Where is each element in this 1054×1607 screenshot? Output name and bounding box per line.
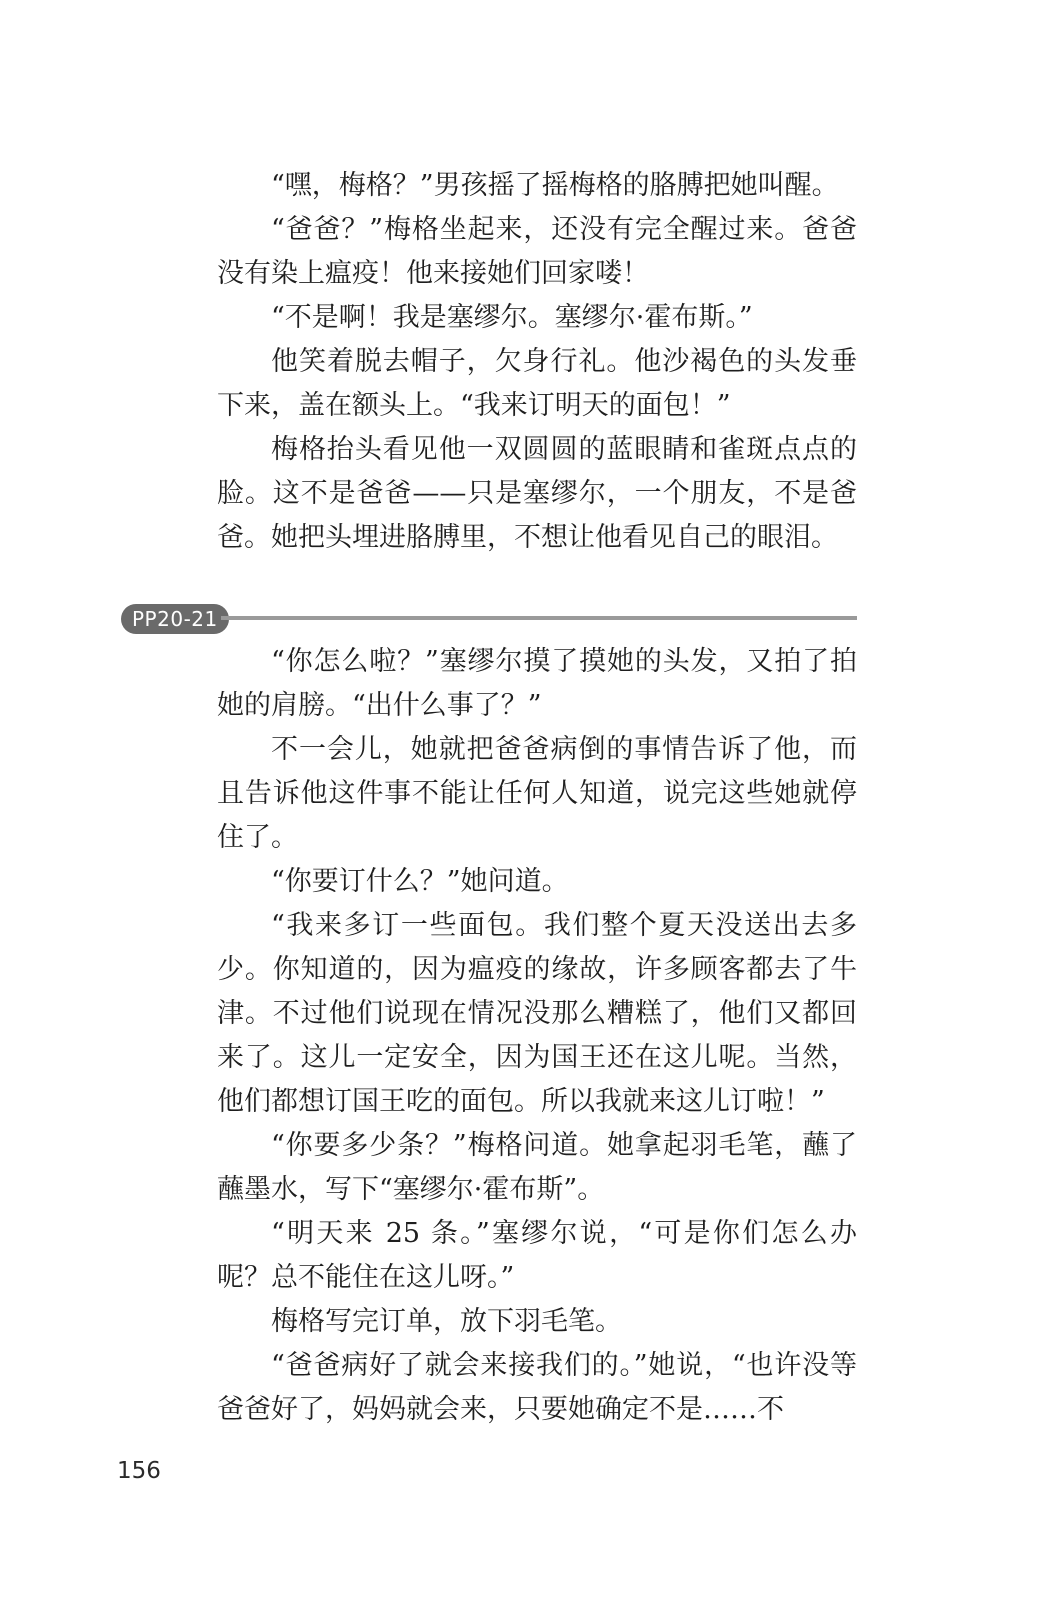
text-block-top bbox=[217, 164, 857, 560]
paragraph: “不是啊！我是塞缪尔。塞缪尔·霍布斯。” bbox=[271, 302, 753, 333]
section-divider bbox=[221, 616, 857, 620]
paragraph: 他笑着脱去帽子，欠身行礼。他沙褐色的头发垂下来，盖在额头上。“我来订明天的面包！” bbox=[217, 346, 857, 421]
paragraph: 不一会儿，她就把爸爸病倒的事情告诉了他，而且告诉他这件事不能让任何人知道，说完这些她就停住了。 bbox=[217, 734, 857, 853]
paragraph: 梅格写完订单，放下羽毛笔。 bbox=[271, 1306, 622, 1337]
paragraph: “你要多少条？”梅格问道。她拿起羽毛笔，蘸了蘸墨水，写下“塞缪尔·霍布斯”。 bbox=[217, 1130, 857, 1205]
paragraph: 梅格抬头看见他一双圆圆的蓝眼睛和雀斑点点的脸。这不是爸爸——只是塞缪尔，一个朋友，不是爸爸。她把头埋进胳膊里，不想让他看见自己的眼泪。 bbox=[217, 434, 857, 553]
paragraph: “嘿，梅格？”男孩摇了摇梅格的胳膊把她叫醒。 bbox=[271, 170, 839, 201]
page-number: 156 bbox=[117, 1458, 161, 1484]
text-block-bottom bbox=[217, 640, 857, 1432]
paragraph: “爸爸病好了就会来接我们的。”她说，“也许没等爸爸好了，妈妈就会来，只要她确定不是……不 bbox=[217, 1350, 857, 1425]
paragraph: “你要订什么？”她问道。 bbox=[271, 866, 569, 897]
paragraph: “我来多订一些面包。我们整个夏天没送出去多少。你知道的，因为瘟疫的缘故，许多顾客都去了牛津。不过他们说现在情况没那么糟糕了，他们又都回来了。这儿一定安全，因为国王还在这儿呢。当然，他们都想订国王吃的面包。所以我就来这儿订啦！” bbox=[217, 910, 857, 1117]
section-label: PP20-21 bbox=[121, 604, 229, 634]
paragraph: “爸爸？”梅格坐起来，还没有完全醒过来。爸爸没有染上瘟疫！他来接她们回家喽！ bbox=[217, 214, 857, 289]
section-marker bbox=[121, 604, 857, 634]
paragraph: “明天来 25 条。”塞缪尔说，“可是你们怎么办呢？总不能住在这儿呀。” bbox=[217, 1218, 857, 1293]
paragraph: “你怎么啦？”塞缪尔摸了摸她的头发，又拍了拍她的肩膀。“出什么事了？” bbox=[217, 646, 857, 721]
